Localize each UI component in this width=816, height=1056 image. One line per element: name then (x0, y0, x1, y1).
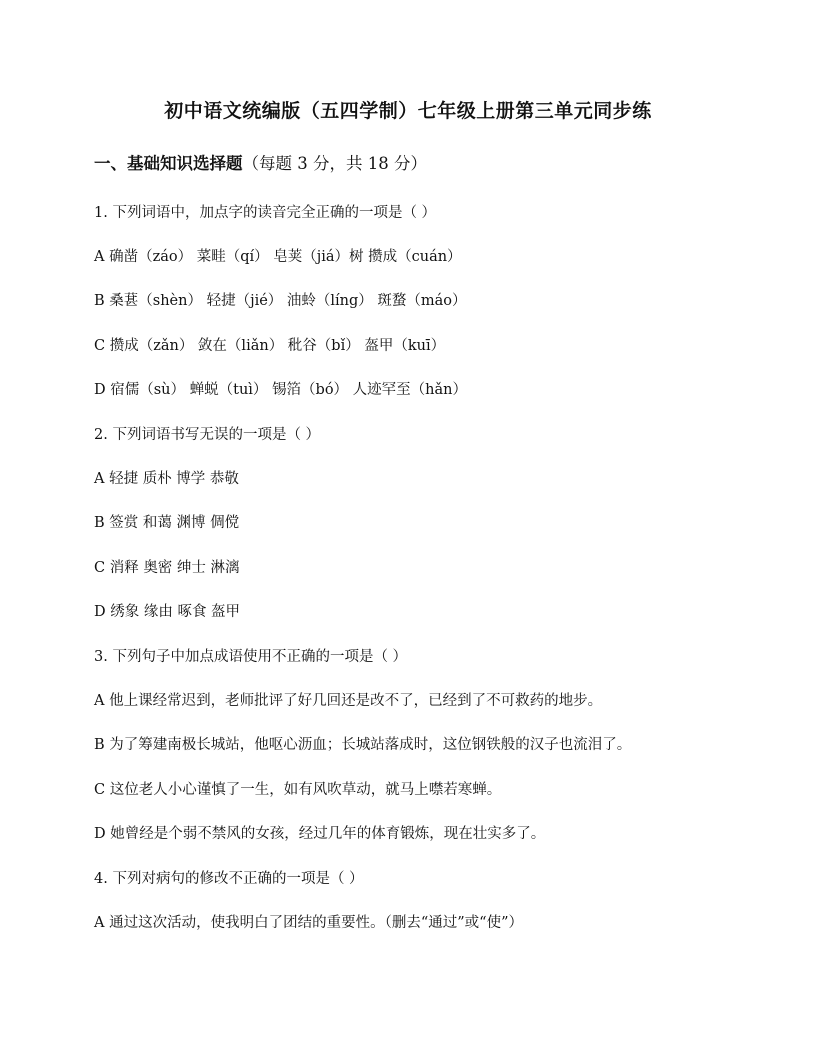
question-2-option-b: B 签赏 和蔼 渊博 倜傥 (94, 515, 240, 531)
question-4-option-a: A 通过这次活动，使我明白了团结的重要性。（删去“通过”或“使”） (94, 915, 523, 931)
question-3-option-c: C 这位老人小心谨慎了一生，如有风吹草动，就马上噤若寒蝉。 (94, 782, 502, 798)
question-4-stem: 4. 下列对病句的修改不正确的一项是（ ） (94, 871, 364, 887)
section-heading (94, 150, 427, 174)
question-3-option-b: B 为了筹建南极长城站，他呕心沥血；长城站落成时，这位钢铁般的汉子也流泪了。 (94, 737, 632, 753)
section-heading-note: （每题 3 分，共 18 分） (242, 154, 427, 173)
question-3-stem: 3. 下列句子中加点成语使用不正确的一项是（ ） (94, 649, 408, 665)
question-2-stem: 2. 下列词语书写无误的一项是（ ） (94, 427, 321, 443)
question-1-option-c: C 攒成（zǎn） 敛在（liǎn） 秕谷（bǐ） 盔甲（kuī） (94, 338, 446, 354)
question-2-option-a: A 轻捷 质朴 博学 恭敬 (94, 471, 239, 487)
question-2-option-d: D 绣象 缘由 啄食 盔甲 (94, 604, 241, 620)
question-1-option-d: D 宿儒（sù） 蝉蜕（tuì） 锡箔（bó） 人迹罕至（hǎn） (94, 382, 467, 398)
question-1-option-b: B 桑葚（shèn） 轻捷（jié） 油蛉（líng） 斑蝥（máo） (94, 293, 467, 309)
question-3-option-a: A 他上课经常迟到，老师批评了好几回还是改不了，已经到了不可救药的地步。 (94, 693, 603, 709)
question-1-option-a: A 确凿（záo） 菜畦（qí） 皂荚（jiá）树 攒成（cuán） (94, 249, 462, 265)
question-2-option-c: C 消释 奥密 绅士 淋漓 (94, 560, 240, 576)
question-3-option-d: D 她曾经是个弱不禁风的女孩，经过几年的体育锻炼，现在壮实多了。 (94, 826, 546, 842)
section-heading-label: 一、基础知识选择题 (94, 154, 243, 173)
page-title: 初中语文统编版（五四学制）七年级上册第三单元同步练 (164, 100, 652, 122)
question-1-stem: 1. 下列词语中，加点字的读音完全正确的一项是（ ） (94, 205, 437, 221)
